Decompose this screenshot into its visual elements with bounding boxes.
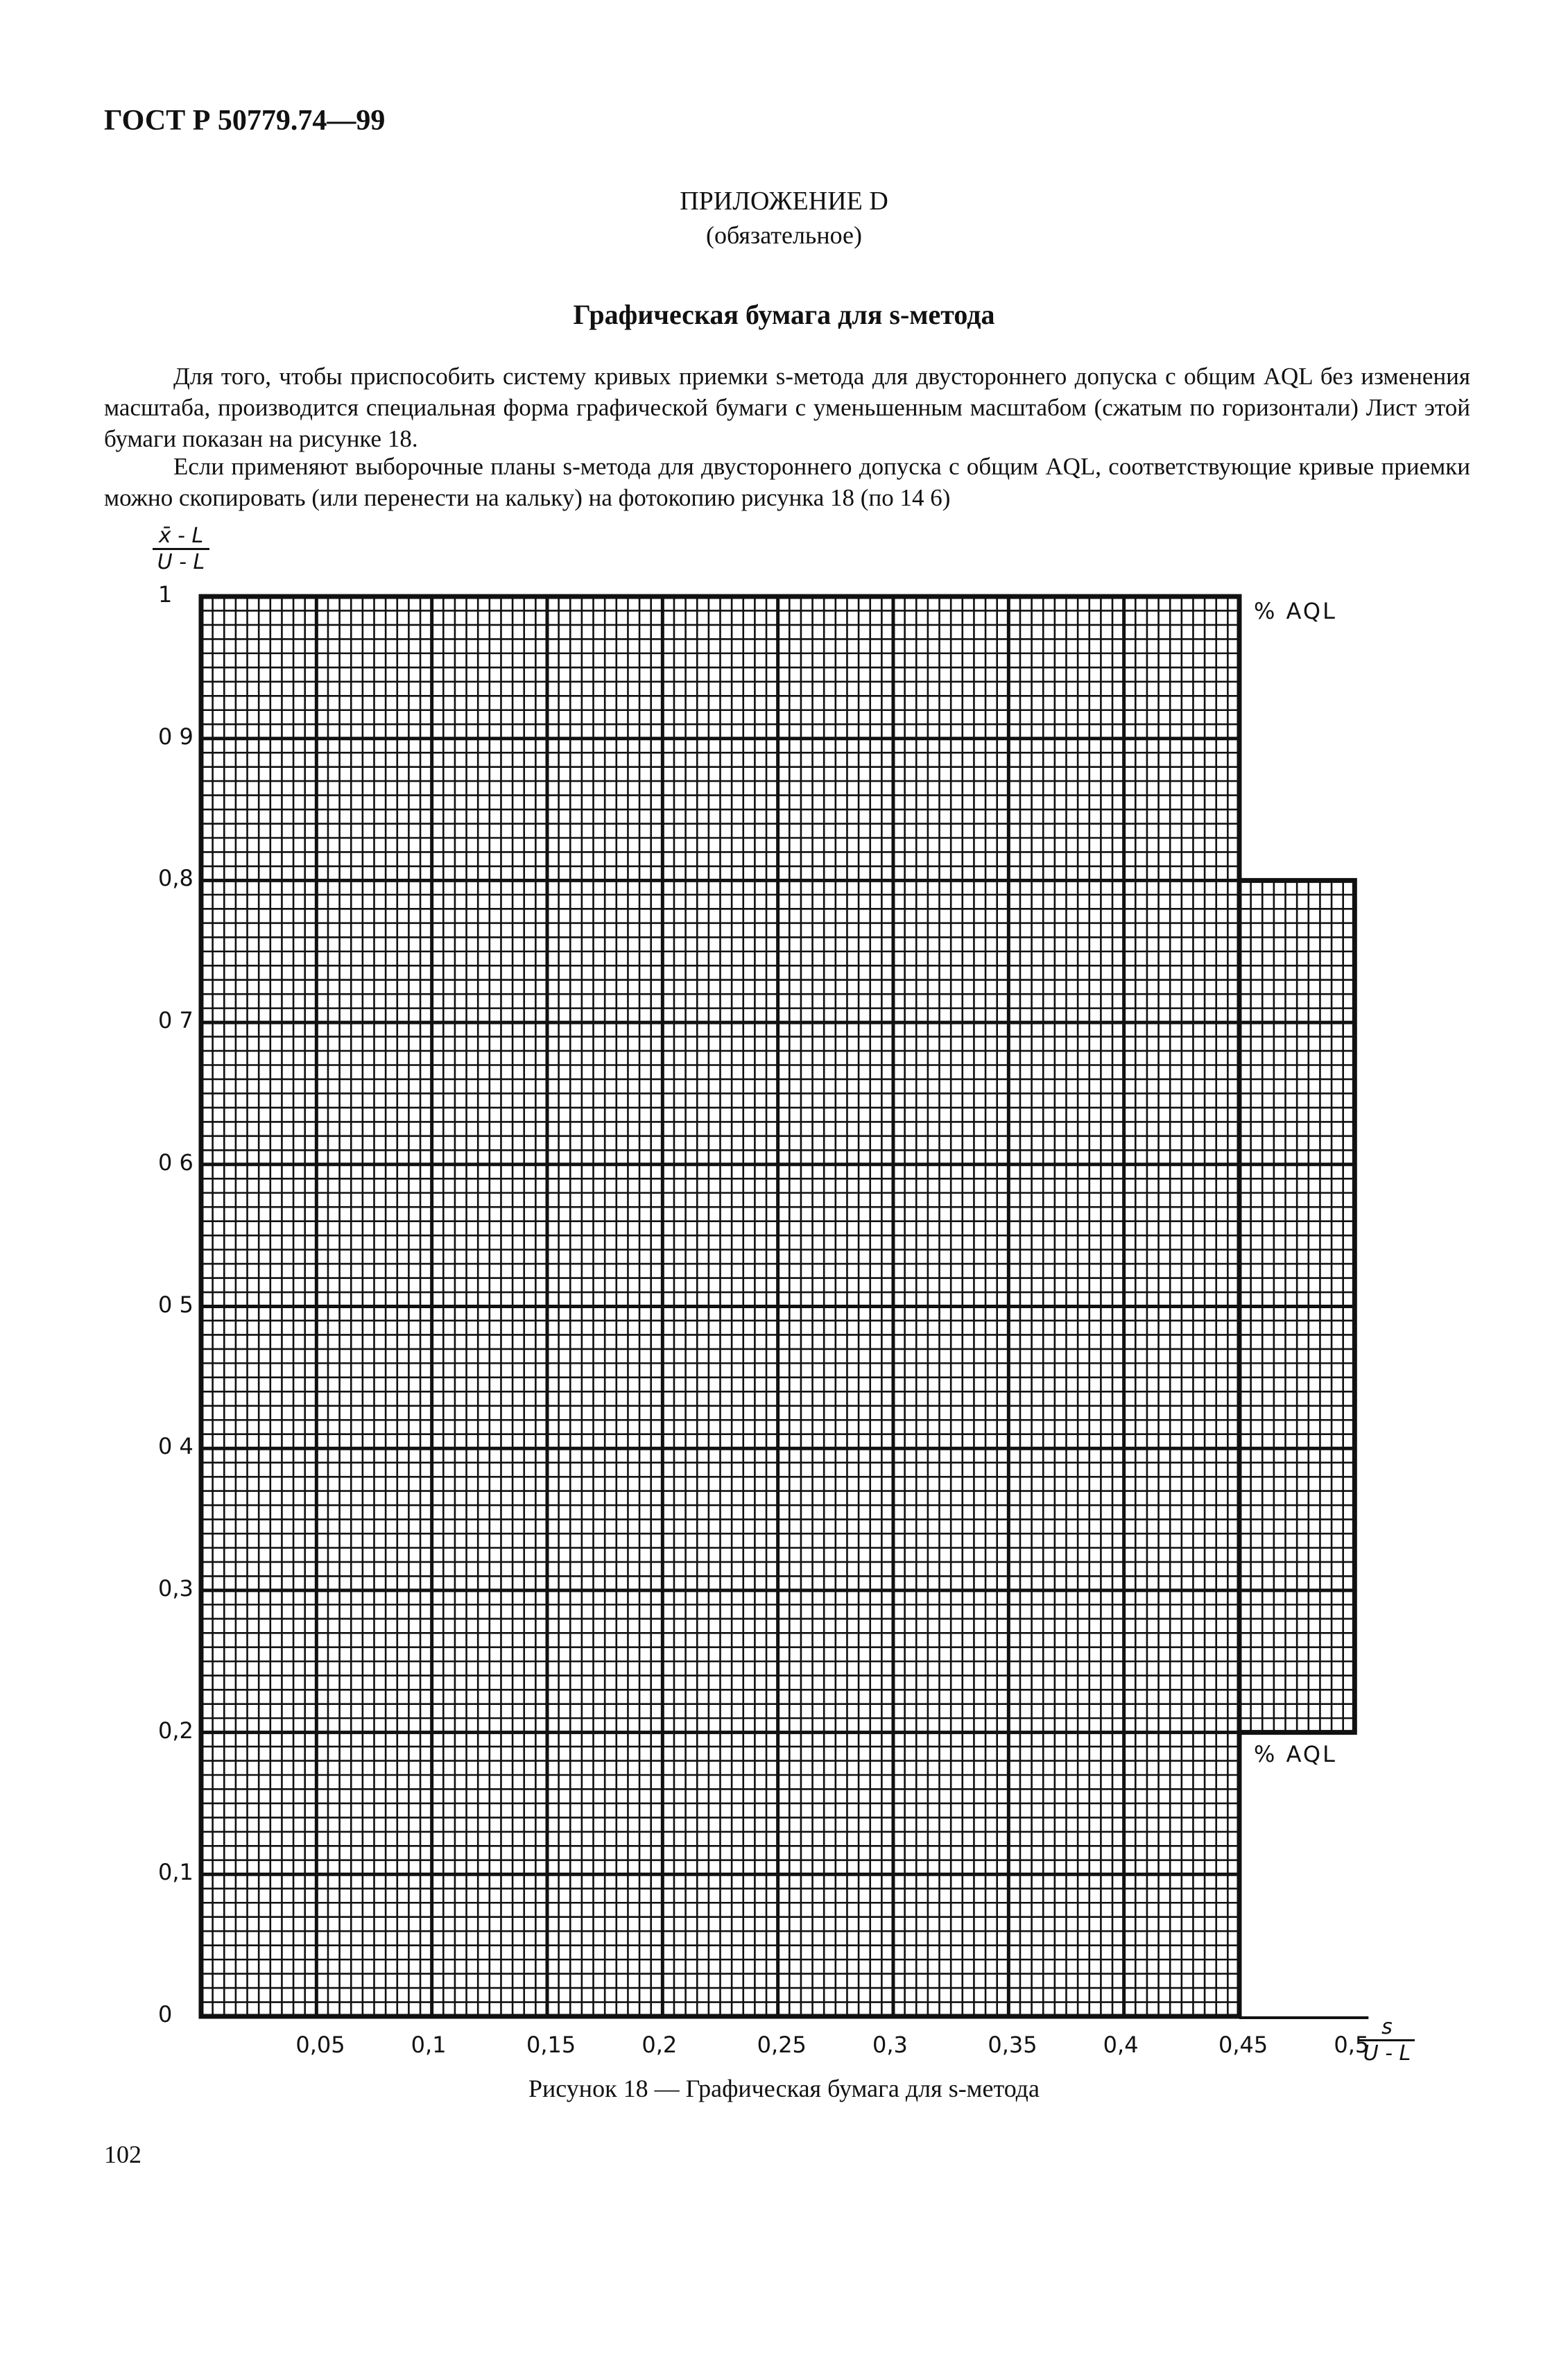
x-axis-label-numerator: s — [1381, 2015, 1393, 2039]
y-tick-label: 0 — [158, 2001, 173, 2027]
y-tick-label: 0 5 — [158, 1291, 193, 1318]
appendix-subtitle: (обязательное) — [706, 221, 862, 249]
y-tick-label: 0 4 — [158, 1433, 193, 1460]
y-tick-label: 0 6 — [158, 1149, 193, 1176]
y-tick-label: 0 7 — [158, 1007, 193, 1034]
x-tick-label: 0,2 — [641, 2032, 678, 2058]
aql-label-top: % AQL — [1254, 598, 1337, 624]
x-tick-label: 0,05 — [295, 2032, 345, 2058]
appendix-title: ПРИЛОЖЕНИЕ D — [680, 187, 888, 216]
x-tick-label: 0,25 — [757, 2032, 807, 2058]
x-tick-label: 0,35 — [988, 2032, 1037, 2058]
x-tick-label: 0,4 — [1103, 2032, 1139, 2058]
figure-caption: Рисунок 18 — Графическая бумага для s-метода — [528, 2075, 1040, 2102]
y-tick-label: 1 — [158, 581, 173, 608]
x-tick-label: 0,15 — [526, 2032, 576, 2058]
aql-label-bottom: % AQL — [1254, 1741, 1337, 1767]
page-number: 102 — [104, 2140, 141, 2168]
x-tick-label: 0,5 — [1334, 2032, 1370, 2058]
y-tick-label: 0,3 — [158, 1575, 193, 1602]
paragraph: Для того, чтобы приспособить систему кривых приемки s-метода для двустороннего допуска с общим AQL без изменения масштаба, производится специальная форма графической бумаги с уменьшенным масштабом (сжатым по горизонтали) Лист этой бумаги показан на рисунке 18. — [104, 363, 1470, 452]
paragraph: Если применяют выборочные планы s-метода для двустороннего допуска с общим AQL, соответствующие кривые приемки можно скопировать (или перенести на кальку) на фотокопию рисунка 18 (по 14 6) — [104, 453, 1470, 511]
y-axis-label-numerator: x̄ - L — [158, 524, 204, 548]
x-tick-label: 0,45 — [1218, 2032, 1268, 2058]
y-tick-label: 0,1 — [158, 1859, 193, 1886]
x-tick-label: 0,3 — [872, 2032, 908, 2058]
y-tick-label: 0,2 — [158, 1717, 193, 1744]
x-tick-label: 0,1 — [411, 2032, 447, 2058]
y-tick-label: 0 9 — [158, 723, 193, 750]
y-axis-label-denominator: U - L — [157, 550, 205, 574]
x-axis-label-denominator: U - L — [1363, 2041, 1411, 2066]
document-id: ГОСТ Р 50779.74—99 — [104, 105, 386, 137]
section-title: Графическая бумага для s-метода — [573, 299, 995, 330]
y-tick-label: 0,8 — [158, 865, 193, 892]
